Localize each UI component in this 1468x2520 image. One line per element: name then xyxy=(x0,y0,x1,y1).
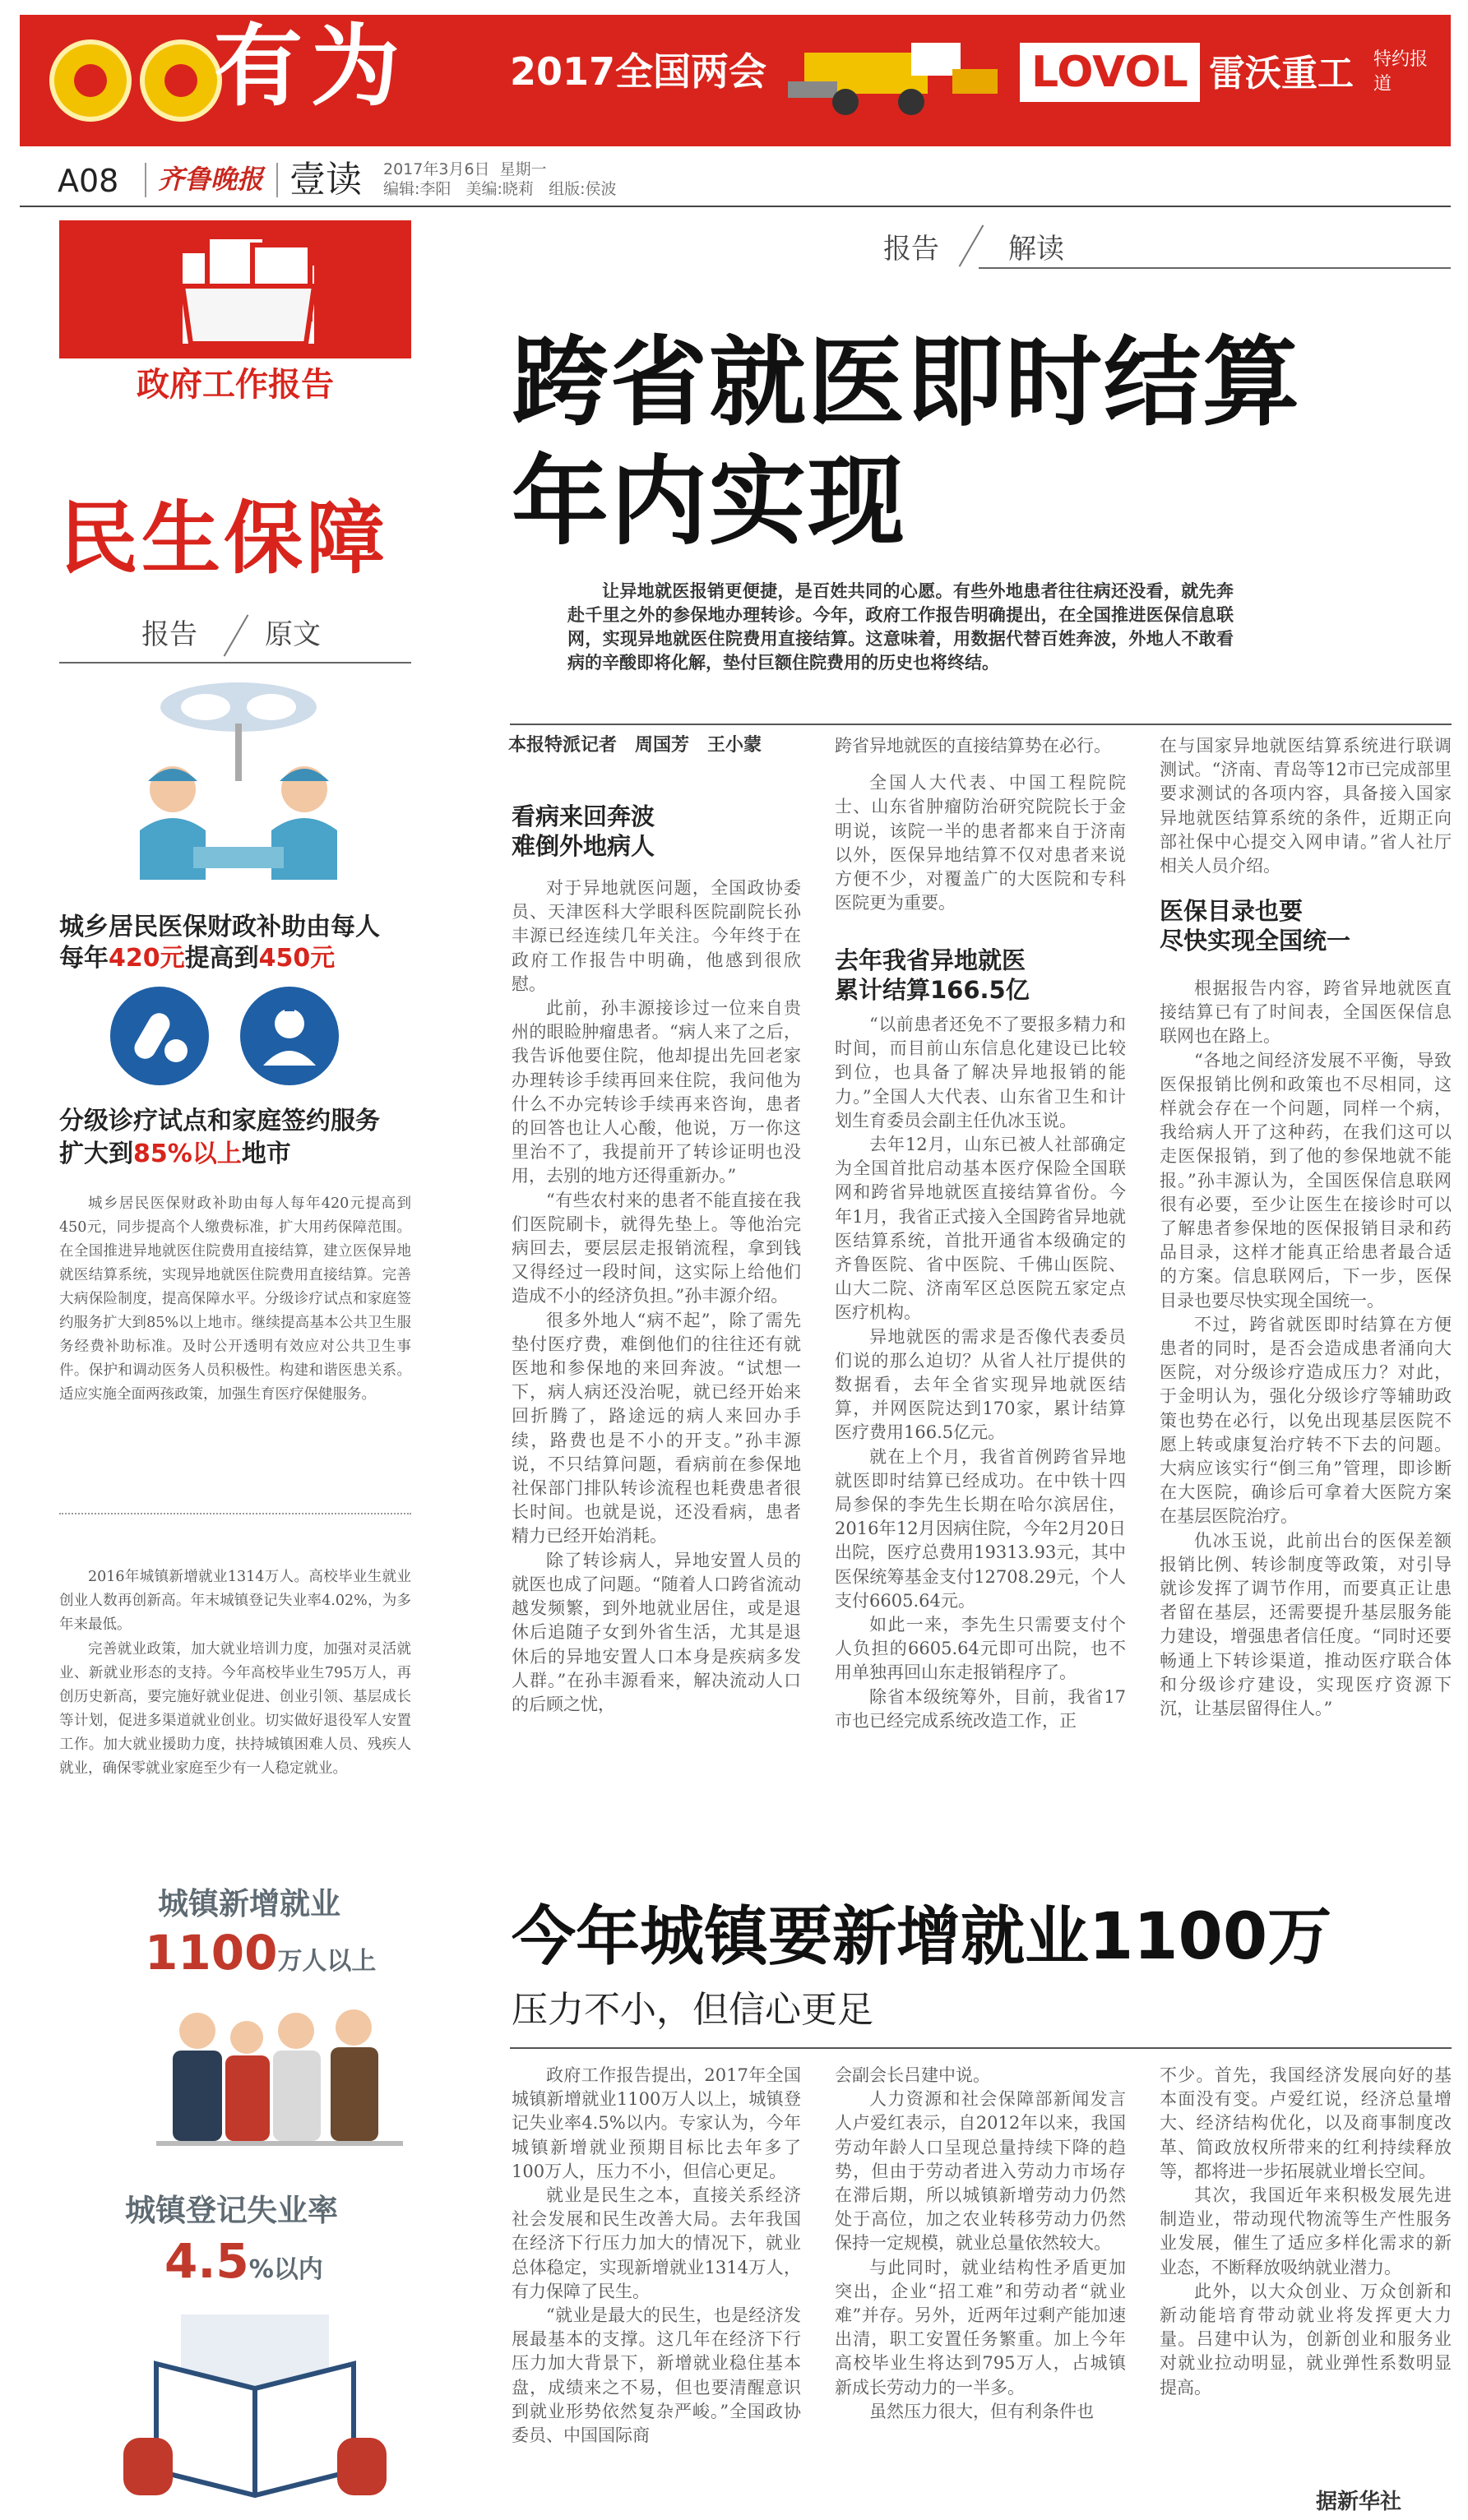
article2-col2: 会副会长吕建中说。 人力资源和社会保障部新闻发言人卢爱红表示，自2012年以来，我国劳动年龄人口呈现总量持续下降的趋势，但由于劳动者进入劳动力市场存在滞后期，所以城镇新增劳动力仍然处于高位，加之农业转移劳动力仍然保持一定规模，就业总量依然较大。 与此同时，就业结构性矛盾更加突出，企业“招工难”和劳动者“就业难”并存。另外，近两年过剩产能加速出清，职工安置任务繁重。加上今年高校毕业生将达到795万人，占城镇新成长劳动力的一半多。 虽然压力很大，但有利条件也 xyxy=(835,2065,1126,2421)
column-title: 民生保障 xyxy=(59,492,388,585)
folder-icon xyxy=(174,229,322,352)
tag-rule xyxy=(59,662,411,664)
item1-line1: 城乡居民医保财政补助由每人 xyxy=(59,913,380,941)
header-divider xyxy=(276,163,278,197)
article1-tag-slash xyxy=(959,224,984,266)
brand-title: 有为 xyxy=(214,15,409,118)
left-body-employment: 2016年城镇新增就业1314万人。高校毕业生就业创业人数再创新高。年末城镇登记失业率4.02%，为多年来最低。 xyxy=(59,1569,411,1633)
header-divider xyxy=(145,163,146,197)
article2-col3: 不少。首先，我国经济发展向好的基本面没有变。卢爱红说，经济总量增大、经济结构优化，以及商事制度改革、简政放权所带来的红利持续释放等，都将进一步拓展就业增长空间。 其次，我国近年来积极发展先进制造业，带动现代物流等生产性服务业发展，催生了适应多样化需求的新业态，不断释放吸纳就业潜力。 此外，以大众创业、万众创新和新动能培育带动就业将发挥更大力量。吕建中认为，创新创业和服务业对就业拉动明显，就业弹性系数明显提高。 xyxy=(1160,2065,1452,2397)
tag-slash xyxy=(224,614,249,656)
cppcc-emblem-icon xyxy=(140,39,222,122)
newspaper-name: 齐鲁晚报 xyxy=(158,164,264,195)
info-new-jobs-title: 城镇新增就业 xyxy=(158,1886,340,1921)
tag-original: 原文 xyxy=(265,618,321,651)
doctor-icon xyxy=(240,987,339,1085)
article1-col3: 根据报告内容，跨省异地就医直接结算已有了时间表，全国医保信息联网也在路上。 “各地之间经济发展不平衡，导致医保报销比例和政策也不尽相同，这样就会存在一个问题，同样一个病，我给病人开了这种药，在我们这可以走医保报销，到了他的参保地就不能报。”孙丰源认为，全国医保信息联网很有必要，至少让医生在接诊时可以了解患者参保地的医保报销目录和药品目录，这样才能真正给患者最合适的方案。信息联网后，下一步，医保目录也要尽快实现全国统一。 不过，跨省就医即时结算在方便患者的同时，是否会造成患者涌向大医院，对分级诊疗造成压力？对此，于金明认为，强化分级诊疗等辅助政策也势在必行，以免出现基层医院不愿上转或康复治疗转不下去的问题。大病应该实行“倒三角”管理，即诊断在大医院，确诊后可拿着大医院方案在基层医院治疗。 仇冰玉说，此前出台的医保差额报销比例、转诊制度等政策，对引导就诊发挥了调节作用，而要真正让患者留在基层，还需要提升基层服务能力建设，增强患者信任度。“同时还要畅通上下转诊渠道，推动医疗联合体和分级诊疗建设，实现医疗资源下沉，让基层留得住人。” xyxy=(1160,978,1452,1719)
sponsor-logo: LOVOL xyxy=(1020,43,1200,102)
article2-rule xyxy=(510,2047,1452,2049)
article1-headline: 跨省就医即时结算 年内实现 xyxy=(512,326,1302,558)
article1-byline: 本报特派记者 周国芳 王小蒙 xyxy=(508,735,762,756)
workers-illustration xyxy=(156,1998,403,2179)
article1-lede: 让异地就医报销更便捷，是百姓共同的心愿。有些外地患者往往病还没看，就先奔赴千里之外的参保地办理转诊。今年，政府工作报告明确提出，在全国推进医保信息联网，实现异地就医住院费用直接结算。这意味着，用数据代替百姓奔波，外地人不敢看病的辛酸即将化解，垫付巨额住院费用的历史也将终结。 xyxy=(567,581,1234,673)
article1-col2: “以前患者还免不了要报多精力和时间，而目前山东信息化建设已比较到位，也具备了解决异地报销的能力。”全国人大代表、山东省卫生和计划生育委员会副主任仇冰玉说。 去年12月，山东已被人社部确定为全国首批启动基本医疗保险全国联网和跨省异地就医直接结算省份。今年1月，我省正式接入全国跨省异地就医结算系统，首批开通省本级确定的齐鲁医院、省中医院、千佛山医院、山大二院、济南军区总医院五家定点医疗机构。 异地就医的需求是否像代表委员们说的那么迫切？从省人社厅提供的数据看，去年全省实现异地就医结算，并网医院达到170家，累计结算医疗费用166.5亿元。 就在上个月，我省首例跨省异地就医即时结算已经成功。在中铁十四局参保的李先生长期在哈尔滨居住，2016年12月因病住院，今年2月20日出院，医疗总费用19313.93元，其中医保统筹基金支付12708.29元，个人支付6605.64元。 如此一来，李先生只需要支付个人负担的6605.64元即可出院，也不用单独再回山东走报销程序了。 除省本级统筹外，目前，我省17市也已经完成系统改造工作，正 xyxy=(835,1015,1126,1731)
report-label: 政府工作报告 xyxy=(137,366,334,404)
article1-tag-report: 报告 xyxy=(883,233,939,266)
item2-line2: 扩大到85%以上地市 xyxy=(59,1140,291,1168)
article1-subhead-2: 去年我省异地就医 累计结算166.5亿 xyxy=(835,946,1030,1004)
left-body-healthcare: 城乡居民医保财政补助由每人每年420元提高到450元，同步提高个人缴费标准，扩大用药保障范围。在全国推进异地就医住院费用直接结算，建立医保异地就医结算系统，实现异地就医住院费用直接结算。完善大病保险制度，提高保障水平。分级诊疗试点和家庭签约服务扩大到85%以上地市。继续提高基本公共卫生服务经费补助标准。及时公开透明有效应对公共卫生事件。保护和调动医务人员积极性。构建和谐医患关系。适应实施全面两孩政策，加强生育医疗保健服务。 xyxy=(59,1195,411,1403)
info-new-jobs-value: 1100万人以上 xyxy=(145,1925,377,1981)
sponsor-name: 雷沃重工 xyxy=(1209,53,1354,95)
staff-credits: 编辑:李阳 美编:晓莉 组版:侯波 xyxy=(383,180,617,198)
surgery-illustration xyxy=(123,674,354,888)
event-title: 2017全国两会 xyxy=(510,49,767,94)
item2-line1: 分级诊疗试点和家庭签约服务 xyxy=(59,1107,380,1135)
issue-date: 2017年3月6日 星期一 xyxy=(383,160,547,178)
harvester-icon xyxy=(788,36,1002,118)
national-emblem-icon xyxy=(49,39,132,122)
article1-subhead-1: 看病来回奔波 难倒外地病人 xyxy=(512,802,655,860)
article2-col1: 政府工作报告提出，2017年全国城镇新增就业1100万人以上，城镇登记失业率4.5%以内。专家认为，今年城镇新增就业预期目标比去年多了100万人，压力不小，但信心更足。 就业是民生之本，直接关系经济社会发展和民生改善大局。去年我国在经济下行压力加大的情况下，就业总体稳定，实现新增就业1314万人，有力保障了民生。 “就业是最大的民生，也是经济发展最基本的支撑。这几年在经济下行压力加大背景下，新增就业稳住基本盘，成绩来之不易，但也要清醒意识到就业形势依然复杂严峻。”全国政协委员、中国国际商 xyxy=(512,2065,801,2446)
article1-tag-rule xyxy=(979,267,1451,269)
article1-rule xyxy=(510,724,1452,725)
article1-tag-interpretation: 解读 xyxy=(1008,233,1064,266)
section-name: 壹读 xyxy=(289,159,362,201)
article1-col1: 对于异地就医问题，全国政协委员、天津医科大学眼科医院副院长孙丰源已经连续几年关注。今年终于在政府工作报告中明确，他感到很欣慰。 此前，孙丰源接诊过一位来自贵州的眼睑肿瘤患者。“病人来了之后，我告诉他要住院，他却提出先回老家办理转诊手续再回来住院，我问他为什么不办完转诊手续再来咨询，患者的回答也让人心酸，他说，万一你这里治不了，我提前开了转诊证明也没用，去别的地方还得重新办。” “有些农村来的患者不能直接在我们医院刷卡，就得先垫上。等他治完病回去，要层层走报销流程，拿到钱又得经过一段时间，这实际上给他们造成不小的经济负担。”孙丰源介绍。 很多外地人“病不起”，除了需先垫付医疗费，难倒他们的往往还有就医地和参保地的来回奔波。“试想一下，病人病还没治呢，就已经开始来回折腾了，路途远的病人来回办手续，路费也是不小的开支。”孙丰源说，不只结算问题，看病前在参保地社保部门排队转诊流程也耗费患者很长时间。也就是说，还没看病，患者精力已经开始消耗。 除了转诊病人，异地安置人员的就医也成了问题。“随着人口跨省流动越发频繁，到外地就业居住，或是退休后追随子女到外省生活，尤其是退休后的异地安置人口本身是疾病多发人群。”在孙丰源看来，解决流动人口的后顾之忧， xyxy=(512,878,801,1714)
info-unemployment-title: 城镇登记失业率 xyxy=(125,2193,338,2228)
item1-line2: 每年420元提高到450元 xyxy=(59,944,336,973)
special-report-label: 特约报道 xyxy=(1373,49,1429,95)
article1-col3-top: 在与国家异地就医结算系统进行联调测试。“济南、青岛等12市已完成部里要求测试的各项内容，具备接入国家异地就医结算系统的条件，近期正向部社保中心提交入网申请。”省人社厅相关人员介绍。 xyxy=(1160,736,1452,876)
article2-headline: 今年城镇要新增就业1100万 xyxy=(512,1900,1332,1974)
article2-subheadline: 压力不小，但信心更足 xyxy=(512,1989,873,2031)
left-divider xyxy=(59,1513,411,1514)
report-graphic xyxy=(59,220,411,442)
info-unemployment-value: 4.5%以内 xyxy=(164,2233,323,2289)
tag-report: 报告 xyxy=(141,618,197,651)
article2-source-credit: 据新华社 xyxy=(1316,2490,1402,2514)
article1-col2-top: 跨省异地就医的直接结算势在必行。 全国人大代表、中国工程院院士、山东省肿瘤防治研究院院长于金明说，该院一半的患者都来自于济南以外，医保异地结算不仅对患者来说方便不少，对覆盖广的大医院和专科医院更为重要。 xyxy=(835,736,1126,913)
header-rule xyxy=(20,206,1451,207)
article1-subhead-3: 医保目录也要 尽快实现全国统一 xyxy=(1160,897,1351,955)
pill-icon xyxy=(110,987,209,1085)
book-hands-illustration xyxy=(123,2314,387,2504)
page-number: A08 xyxy=(58,163,119,199)
left-body-employment-policy: 完善就业政策，加大就业培训力度，加强对灵活就业、新就业形态的支持。今年高校毕业生795万人，再创历史新高，要完施好就业促进、创业引领、基层成长等计划，促进多渠道就业创业。切实做好退役军人安置工作。加大就业援助力度，扶持城镇困难人员、残疾人就业，确保零就业家庭至少有一人稳定就业。 xyxy=(59,1641,411,1777)
